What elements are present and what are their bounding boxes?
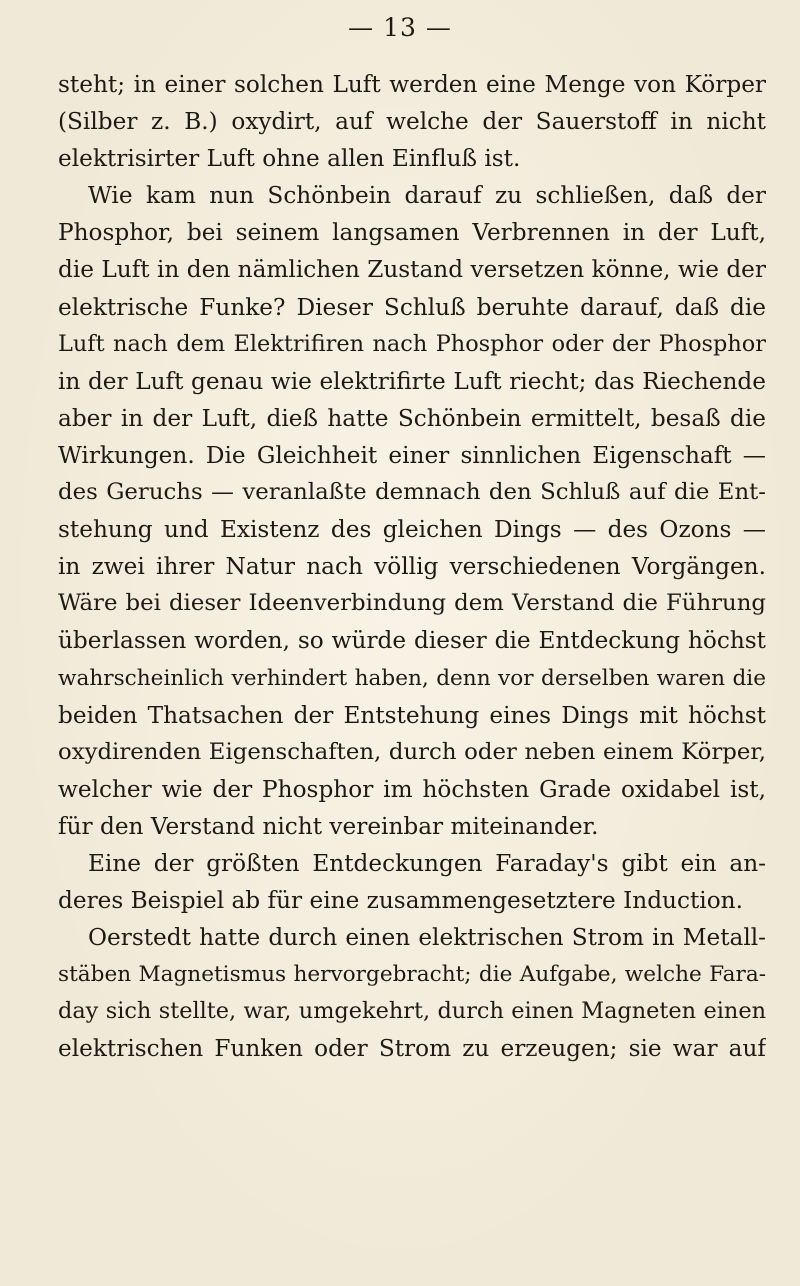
text-line: welcher wie der Phosphor im höchsten Grade oxidabel ist, <box>58 775 766 803</box>
text-line: aber in der Luft, dieß hatte Schönbein ermittelt, besaß die <box>58 404 766 432</box>
text-line: Phosphor, bei seinem langsamen Verbrennen in der Luft, <box>58 219 766 247</box>
text-line: Wirkungen. Die Gleichheit einer sinnlichen Eigenschaft — <box>58 441 766 469</box>
text-line: beiden Thatsachen der Entstehung eines Dings mit höchst <box>58 701 766 729</box>
text-line: stehung und Existenz des gleichen Dings — des Ozons — <box>58 516 766 544</box>
text-line: wahrscheinlich verhindert haben, denn vor derselben waren die <box>58 665 766 691</box>
text-line: des Geruchs — veranlaßte demnach den Schluß auf die Ent- <box>58 479 766 506</box>
text-line: steht; in einer solchen Luft werden eine Menge von Körper <box>58 71 766 98</box>
text-line: stäben Magnetismus hervorgebracht; die Aufgabe, welche Fara- <box>58 962 766 988</box>
text-line: die Luft in den nämlichen Zustand versetzen könne, wie der <box>58 256 766 284</box>
text-line: für den Verstand nicht vereinbar miteinander. <box>58 812 599 840</box>
text-line: oxydirenden Eigenschaften, durch oder neben einem Körper, <box>58 738 766 765</box>
text-line: elektrische Funke? Dieser Schluß beruhte darauf, daß die <box>58 293 766 321</box>
text-line: Luft nach dem Elektrifiren nach Phosphor oder der Phosphor <box>58 330 766 357</box>
text-line: Wie kam nun Schönbein darauf zu schließen, daß der <box>88 182 766 210</box>
text-line: Oerstedt hatte durch einen elektrischen Strom in Metall- <box>88 924 766 952</box>
text-line: elektrischen Funken oder Strom zu erzeugen; sie war auf <box>58 1035 766 1063</box>
text-line: Wäre bei dieser Ideenverbindung dem Verstand die Führung <box>58 590 766 617</box>
text-line: in zwei ihrer Natur nach völlig verschiedenen Vorgängen. <box>58 553 766 581</box>
text-line: elektrisirter Luft ohne allen Einfluß ist. <box>58 145 521 173</box>
text-line: Eine der größten Entdeckungen Faraday's gibt ein an- <box>88 849 766 877</box>
body-text <box>58 66 766 1068</box>
text-line: (Silber z. B.) oxydirt, auf welche der Sauerstoff in nicht <box>58 108 766 136</box>
text-line: in der Luft genau wie elektrifirte Luft riecht; das Riechende <box>58 367 766 395</box>
page-header: — 13 — <box>348 13 452 42</box>
text-line: day sich stellte, war, umgekehrt, durch einen Magneten einen <box>58 998 766 1025</box>
text-line: deres Beispiel ab für eine zusammengesetztere Induction. <box>58 887 743 915</box>
text-line: überlassen worden, so würde dieser die Entdeckung höchst <box>58 627 766 655</box>
